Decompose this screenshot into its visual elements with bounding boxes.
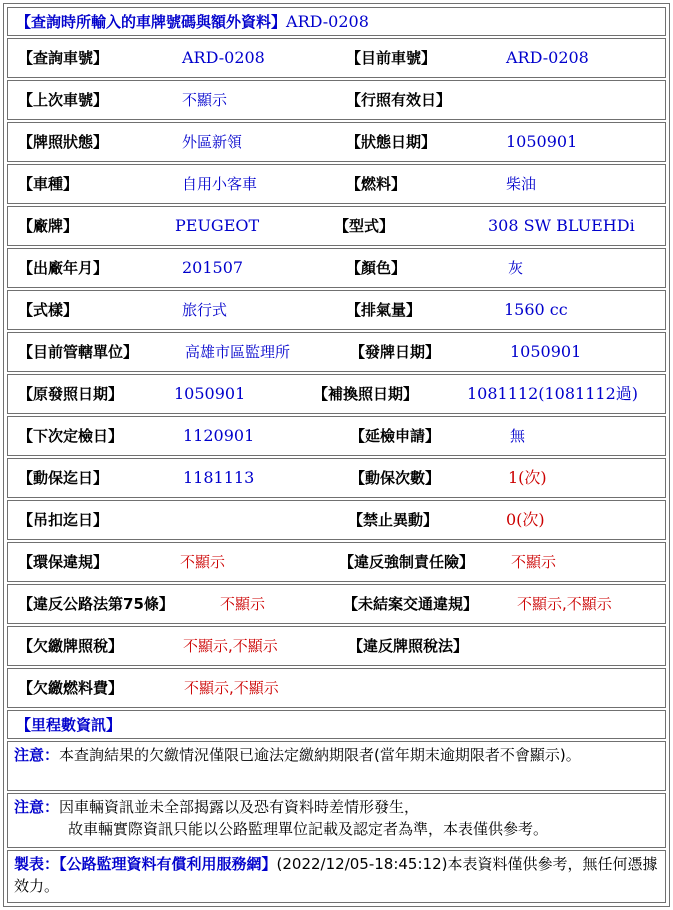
label-fuel: 【燃料】 bbox=[346, 175, 407, 193]
label-brand: 【廠牌】 bbox=[18, 217, 79, 235]
label-model: 【型式】 bbox=[334, 217, 395, 235]
value-plate-status: 外區新領 bbox=[182, 133, 243, 151]
note-label: 注意： bbox=[14, 746, 60, 764]
value-manufacture-date: 201507 bbox=[182, 258, 244, 277]
value-unresolved-traffic-violation: 不顯示,不顯示 bbox=[517, 595, 612, 613]
footer-row bbox=[7, 850, 666, 903]
label-plate-status: 【牌照狀態】 bbox=[18, 133, 109, 151]
table-row bbox=[7, 206, 666, 246]
note-text: 注意：本查詢結果的欠繳情況僅限已逾法定繳納期限者(當年期末逾期限者不會顯示)。 bbox=[14, 746, 581, 764]
table-row bbox=[7, 164, 666, 204]
disclaimer-label: 注意： bbox=[14, 798, 60, 816]
label-lien-count: 【動保次數】 bbox=[350, 469, 441, 487]
disclaimer-text: 注意：因車輛資訊並未全部揭露以及恐有資料時差情形發生， 故車輛實際資訊只能以公路監理單位記載及認定者為準，本表僅供參考。 bbox=[14, 796, 659, 840]
table-row bbox=[7, 374, 666, 414]
footer-label: 製表： bbox=[14, 855, 60, 873]
value-unpaid-license-tax: 不顯示,不顯示 bbox=[183, 637, 278, 655]
table-row bbox=[7, 332, 666, 372]
value-color: 灰 bbox=[508, 259, 524, 277]
value-transfer-prohibited: 0(次) bbox=[506, 510, 545, 529]
table-row bbox=[7, 38, 666, 78]
label-inspection-extension: 【延檢申請】 bbox=[350, 427, 441, 445]
label-displacement: 【排氣量】 bbox=[346, 301, 422, 319]
table-row bbox=[7, 248, 666, 288]
mileage-title: 【里程數資訊】 bbox=[16, 716, 122, 734]
label-license-valid-date: 【行照有效日】 bbox=[346, 91, 452, 109]
value-brand: PEUGEOT bbox=[175, 216, 260, 235]
label-status-date: 【狀態日期】 bbox=[346, 133, 437, 151]
label-unresolved-traffic-violation: 【未結案交通違規】 bbox=[343, 595, 479, 613]
table-row bbox=[7, 626, 666, 666]
value-plate-issue-date: 1050901 bbox=[510, 342, 582, 361]
value-original-license-date: 1050901 bbox=[174, 384, 246, 403]
table-row bbox=[7, 122, 666, 162]
vehicle-info-table bbox=[3, 3, 670, 907]
label-unpaid-fuel-fee: 【欠繳燃料費】 bbox=[18, 679, 124, 697]
footer-source: 【公路監理資料有償利用服務網】 bbox=[59, 855, 277, 873]
label-vehicle-type: 【車種】 bbox=[18, 175, 79, 193]
value-model: 308 SW BLUEHDi bbox=[488, 216, 635, 235]
footer-text: 製表：【公路監理資料有償利用服務網】(2022/12/05-18:45:12)本表資料僅供參考，無任何憑據效力。 bbox=[14, 855, 658, 895]
label-query-plate: 【查詢車號】 bbox=[18, 49, 109, 67]
label-lien-end-date: 【動保迄日】 bbox=[18, 469, 109, 487]
value-vehicle-type: 自用小客車 bbox=[182, 175, 258, 193]
label-manufacture-date: 【出廠年月】 bbox=[18, 259, 109, 277]
table-row bbox=[7, 416, 666, 456]
table-row bbox=[7, 542, 666, 582]
table-row bbox=[7, 500, 666, 540]
label-body-style: 【式樣】 bbox=[18, 301, 79, 319]
value-query-plate: ARD-0208 bbox=[182, 48, 265, 67]
disclaimer-line2: 故車輛實際資訊只能以公路監理單位記載及認定者為準，本表僅供參考。 bbox=[68, 820, 549, 838]
table-row bbox=[7, 458, 666, 498]
value-next-inspection: 1120901 bbox=[183, 426, 255, 445]
value-displacement: 1560 cc bbox=[504, 300, 568, 319]
label-suspension-end-date: 【吊扣迄日】 bbox=[18, 511, 109, 529]
table-row bbox=[7, 584, 666, 624]
header-row bbox=[7, 7, 666, 36]
label-color: 【顏色】 bbox=[346, 259, 407, 277]
value-jurisdiction: 高雄市區監理所 bbox=[185, 343, 291, 361]
label-jurisdiction: 【目前管轄單位】 bbox=[18, 343, 139, 361]
value-current-plate: ARD-0208 bbox=[506, 48, 589, 67]
value-highway-act-violation: 不顯示 bbox=[220, 595, 266, 613]
label-transfer-prohibited: 【禁止異動】 bbox=[348, 511, 439, 529]
value-fuel: 柴油 bbox=[506, 175, 537, 193]
table-row bbox=[7, 290, 666, 330]
label-previous-plate: 【上次車號】 bbox=[18, 91, 109, 109]
label-unpaid-license-tax: 【欠繳牌照稅】 bbox=[18, 637, 124, 655]
value-body-style: 旅行式 bbox=[182, 301, 228, 319]
header-title: 【查詢時所輸入的車牌號碼與額外資料】ARD-0208 bbox=[16, 12, 369, 31]
table-row bbox=[7, 80, 666, 120]
label-highway-act-violation: 【違反公路法第75條】 bbox=[18, 595, 174, 613]
value-unpaid-fuel-fee: 不顯示,不顯示 bbox=[184, 679, 279, 697]
disclaimer-row bbox=[7, 793, 666, 848]
value-insurance-violation: 不顯示 bbox=[511, 553, 557, 571]
label-plate-issue-date: 【發牌日期】 bbox=[350, 343, 441, 361]
value-inspection-extension: 無 bbox=[510, 427, 526, 445]
label-next-inspection: 【下次定檢日】 bbox=[18, 427, 124, 445]
label-original-license-date: 【原發照日期】 bbox=[18, 385, 124, 403]
label-insurance-violation: 【違反強制責任險】 bbox=[339, 553, 475, 571]
value-lien-count: 1(次) bbox=[508, 468, 547, 487]
header-plate: ARD-0208 bbox=[286, 12, 369, 31]
value-environmental-violation: 不顯示 bbox=[180, 553, 226, 571]
table-row bbox=[7, 668, 666, 708]
label-reissue-date: 【補換照日期】 bbox=[313, 385, 419, 403]
value-previous-plate: 不顯示 bbox=[182, 91, 228, 109]
value-reissue-date: 1081112(1081112過) bbox=[467, 384, 639, 403]
footer-timestamp: (2022/12/05-18:45:12) bbox=[276, 855, 448, 873]
value-lien-end-date: 1181113 bbox=[183, 468, 255, 487]
label-environmental-violation: 【環保違規】 bbox=[18, 553, 109, 571]
label-license-tax-violation: 【違反牌照稅法】 bbox=[348, 637, 469, 655]
label-current-plate: 【目前車號】 bbox=[346, 49, 437, 67]
value-status-date: 1050901 bbox=[506, 132, 578, 151]
mileage-row bbox=[7, 710, 666, 739]
note-row bbox=[7, 741, 666, 791]
